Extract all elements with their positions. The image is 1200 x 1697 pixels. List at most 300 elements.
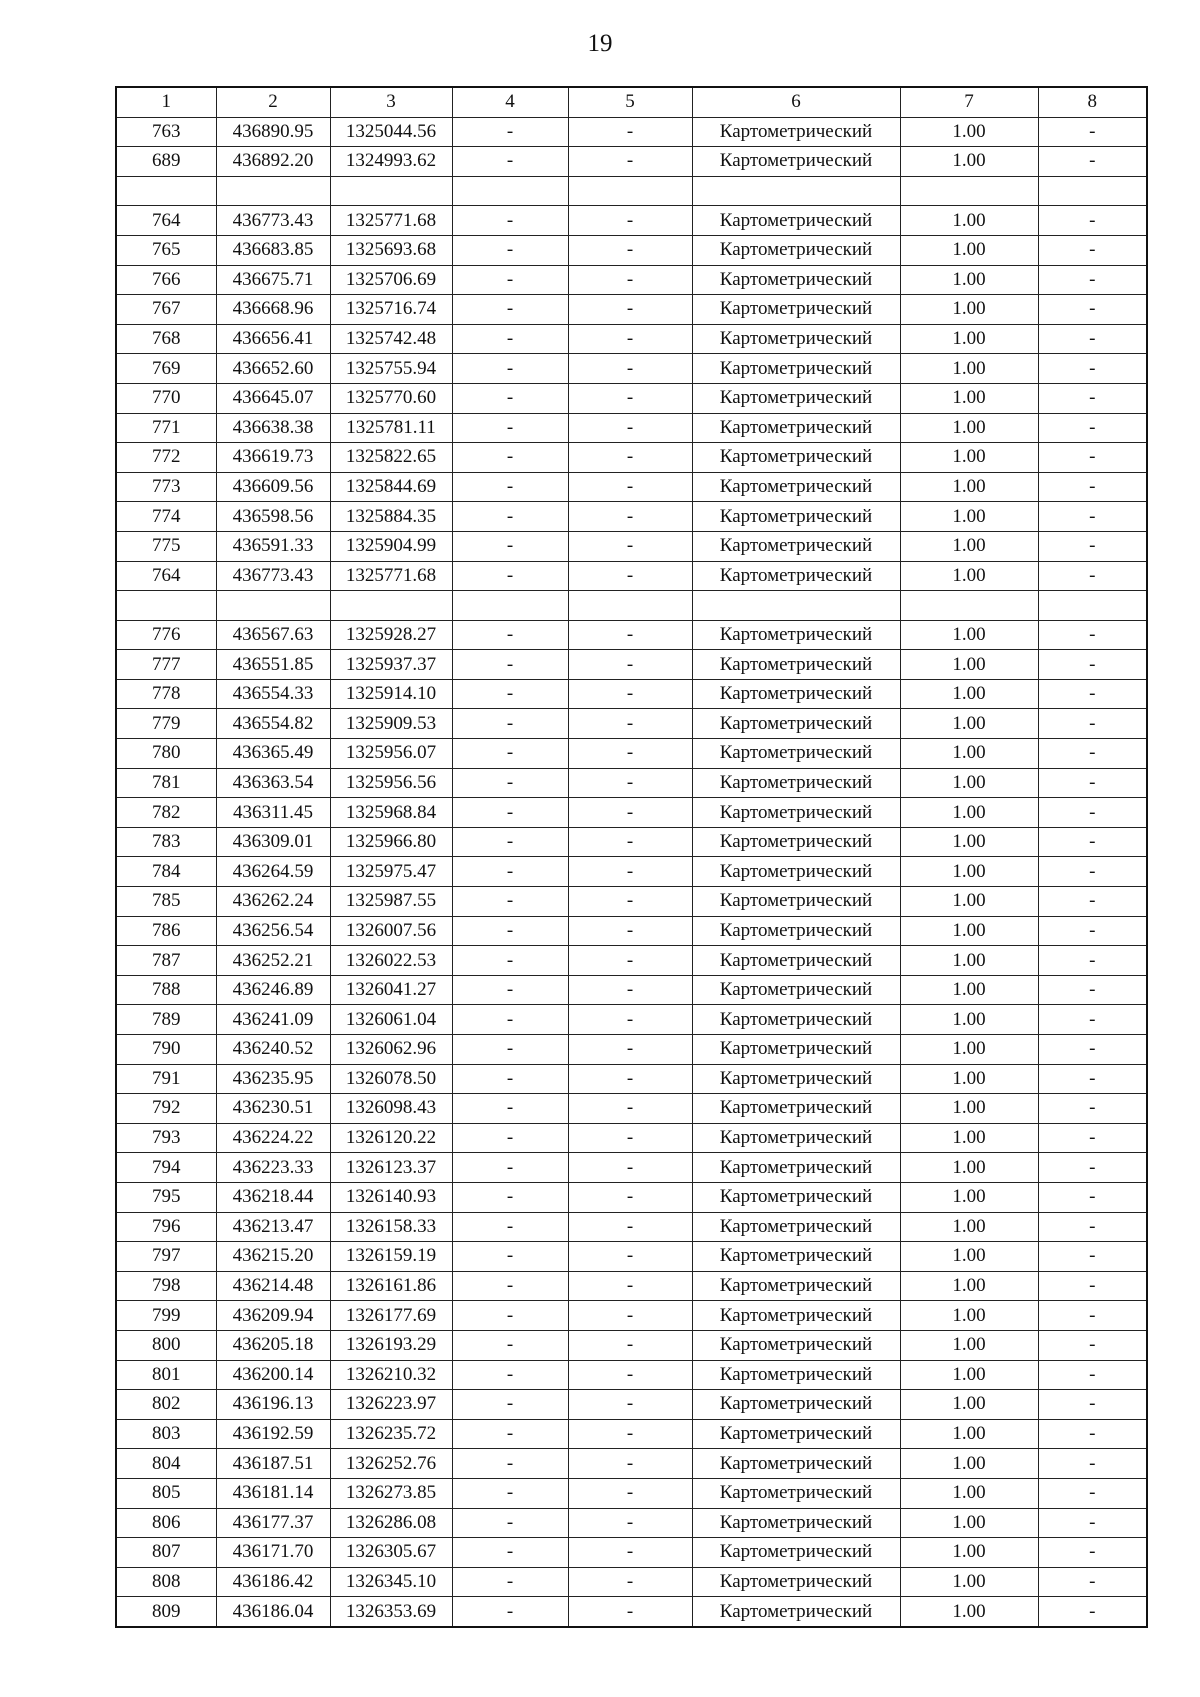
table-cell: -: [452, 117, 568, 147]
table-cell: 1326123.37: [330, 1153, 452, 1183]
table-cell: 436186.42: [216, 1567, 330, 1597]
table-cell: Картометрический: [692, 295, 900, 325]
table-cell: -: [1038, 975, 1147, 1005]
table-cell: 1326273.85: [330, 1478, 452, 1508]
table-cell: 436591.33: [216, 531, 330, 561]
table-cell: 769: [116, 354, 216, 384]
table-cell: 436186.04: [216, 1597, 330, 1627]
table-cell: -: [568, 561, 692, 591]
table-row: [116, 1271, 1147, 1301]
table-cell: Картометрический: [692, 531, 900, 561]
table-cell: 1325822.65: [330, 443, 452, 473]
table-cell: 1326210.32: [330, 1360, 452, 1390]
table-cell: -: [568, 1301, 692, 1331]
table-cell: 771: [116, 413, 216, 443]
table-cell: 436773.43: [216, 561, 330, 591]
table-cell: 1325966.80: [330, 827, 452, 857]
table-cell: 1325771.68: [330, 561, 452, 591]
column-header: 7: [900, 87, 1038, 117]
table-cell: -: [452, 502, 568, 532]
table-row: [116, 561, 1147, 591]
table-cell: Картометрический: [692, 650, 900, 680]
table-cell: 1.00: [900, 1242, 1038, 1272]
table-cell: -: [452, 561, 568, 591]
table-cell: -: [452, 1153, 568, 1183]
table-cell: Картометрический: [692, 620, 900, 650]
table-cell: -: [568, 265, 692, 295]
table-header-row: [116, 87, 1147, 117]
table-row: [116, 1005, 1147, 1035]
table-cell: Картометрический: [692, 768, 900, 798]
table-cell: 436363.54: [216, 768, 330, 798]
table-cell: 1326235.72: [330, 1419, 452, 1449]
table-cell: 1.00: [900, 650, 1038, 680]
table-cell: 1325693.68: [330, 235, 452, 265]
table-cell: 436209.94: [216, 1301, 330, 1331]
table-row: [116, 857, 1147, 887]
table-cell: 1.00: [900, 265, 1038, 295]
table-cell: 1.00: [900, 1035, 1038, 1065]
table-cell: 1.00: [900, 1360, 1038, 1390]
table-cell: 1.00: [900, 502, 1038, 532]
column-header: 6: [692, 87, 900, 117]
table-cell: 436567.63: [216, 620, 330, 650]
table-row: [116, 768, 1147, 798]
table-row: [116, 324, 1147, 354]
table-cell: -: [452, 354, 568, 384]
table-cell: -: [568, 354, 692, 384]
table-row: [116, 1597, 1147, 1627]
table-cell: 1326353.69: [330, 1597, 452, 1627]
table-cell: 1.00: [900, 1212, 1038, 1242]
table-row: [116, 176, 1147, 206]
column-header: 2: [216, 87, 330, 117]
table-cell: -: [452, 1094, 568, 1124]
table-row: [116, 1153, 1147, 1183]
table-cell: 763: [116, 117, 216, 147]
table-cell: -: [452, 206, 568, 236]
table-cell: Картометрический: [692, 679, 900, 709]
table-cell: Картометрический: [692, 798, 900, 828]
table-cell: [116, 591, 216, 621]
table-row: [116, 1508, 1147, 1538]
table-cell: Картометрический: [692, 1242, 900, 1272]
table-cell: -: [568, 531, 692, 561]
table-cell: -: [568, 679, 692, 709]
table-cell: -: [452, 1330, 568, 1360]
table-cell: Картометрический: [692, 1419, 900, 1449]
table-cell: -: [1038, 443, 1147, 473]
table-cell: Картометрический: [692, 916, 900, 946]
table-cell: -: [452, 1597, 568, 1627]
table-cell: 436773.43: [216, 206, 330, 236]
table-cell: 1.00: [900, 472, 1038, 502]
table-cell: 1326022.53: [330, 946, 452, 976]
table-cell: Картометрический: [692, 739, 900, 769]
table-row: [116, 502, 1147, 532]
table-cell: 1.00: [900, 235, 1038, 265]
table-cell: [692, 591, 900, 621]
table-cell: [900, 176, 1038, 206]
table-cell: -: [1038, 472, 1147, 502]
table-cell: 436645.07: [216, 383, 330, 413]
table-cell: -: [452, 620, 568, 650]
table-cell: -: [1038, 1478, 1147, 1508]
table-cell: 1325742.48: [330, 324, 452, 354]
table-cell: 1325884.35: [330, 502, 452, 532]
table-cell: 436264.59: [216, 857, 330, 887]
table-row: [116, 1567, 1147, 1597]
table-cell: 1326062.96: [330, 1035, 452, 1065]
table-cell: -: [1038, 1449, 1147, 1479]
table-cell: 787: [116, 946, 216, 976]
table-cell: 436890.95: [216, 117, 330, 147]
table-cell: -: [568, 798, 692, 828]
table-cell: -: [1038, 413, 1147, 443]
table-cell: 802: [116, 1390, 216, 1420]
table-cell: 1.00: [900, 709, 1038, 739]
table-cell: Картометрический: [692, 1064, 900, 1094]
page-number: 19: [587, 30, 613, 57]
table-cell: 436241.09: [216, 1005, 330, 1035]
table-cell: 801: [116, 1360, 216, 1390]
table-cell: 773: [116, 472, 216, 502]
table-cell: -: [452, 1390, 568, 1420]
table-cell: 436187.51: [216, 1449, 330, 1479]
table-cell: -: [452, 1035, 568, 1065]
table-cell: 1326120.22: [330, 1123, 452, 1153]
table-cell: 1.00: [900, 1064, 1038, 1094]
table-cell: 436235.95: [216, 1064, 330, 1094]
table-cell: 436309.01: [216, 827, 330, 857]
table-cell: -: [452, 1242, 568, 1272]
table-cell: -: [1038, 887, 1147, 917]
table-cell: 1.00: [900, 1538, 1038, 1568]
table-cell: 1326159.19: [330, 1242, 452, 1272]
table-cell: 436213.47: [216, 1212, 330, 1242]
table-cell: Картометрический: [692, 117, 900, 147]
table-cell: -: [1038, 383, 1147, 413]
table-cell: 1326161.86: [330, 1271, 452, 1301]
table-cell: -: [452, 1449, 568, 1479]
table-cell: 436246.89: [216, 975, 330, 1005]
table-cell: 1326223.97: [330, 1390, 452, 1420]
table-cell: -: [452, 1567, 568, 1597]
table-cell: -: [452, 1419, 568, 1449]
table-row: [116, 1242, 1147, 1272]
table-cell: 1.00: [900, 827, 1038, 857]
table-cell: 1.00: [900, 887, 1038, 917]
table-cell: -: [1038, 1360, 1147, 1390]
table-cell: 776: [116, 620, 216, 650]
table-cell: -: [568, 1182, 692, 1212]
table-cell: -: [1038, 1182, 1147, 1212]
table-cell: Картометрический: [692, 946, 900, 976]
table-cell: 1326061.04: [330, 1005, 452, 1035]
table-cell: 1325975.47: [330, 857, 452, 887]
table-cell: 436218.44: [216, 1182, 330, 1212]
table-cell: 809: [116, 1597, 216, 1627]
table-row: [116, 206, 1147, 236]
table-cell: -: [568, 857, 692, 887]
table-cell: -: [1038, 946, 1147, 976]
table-cell: -: [452, 531, 568, 561]
table-cell: -: [452, 295, 568, 325]
table-cell: -: [1038, 206, 1147, 236]
table-cell: Картометрический: [692, 887, 900, 917]
column-header: 5: [568, 87, 692, 117]
table-cell: -: [1038, 1005, 1147, 1035]
table-row: [116, 383, 1147, 413]
table-row: [116, 916, 1147, 946]
table-cell: 766: [116, 265, 216, 295]
table-cell: 793: [116, 1123, 216, 1153]
table-cell: -: [1038, 1390, 1147, 1420]
table-cell: 1.00: [900, 620, 1038, 650]
table-cell: Картометрический: [692, 709, 900, 739]
table-cell: 803: [116, 1419, 216, 1449]
table-cell: -: [1038, 709, 1147, 739]
table-row: [116, 117, 1147, 147]
table-cell: -: [568, 1330, 692, 1360]
table-cell: -: [1038, 857, 1147, 887]
table-cell: -: [568, 1419, 692, 1449]
table-cell: -: [452, 1212, 568, 1242]
table-cell: 781: [116, 768, 216, 798]
table-cell: -: [1038, 1508, 1147, 1538]
table-cell: 1.00: [900, 1301, 1038, 1331]
table-cell: -: [1038, 265, 1147, 295]
table-row: [116, 1390, 1147, 1420]
table-cell: -: [568, 1390, 692, 1420]
table-cell: -: [1038, 235, 1147, 265]
table-cell: 1.00: [900, 768, 1038, 798]
table-cell: 1326305.67: [330, 1538, 452, 1568]
table-cell: Картометрический: [692, 1478, 900, 1508]
table-cell: 764: [116, 206, 216, 236]
table-cell: 1.00: [900, 1508, 1038, 1538]
table-cell: Картометрический: [692, 1567, 900, 1597]
table-cell: 775: [116, 531, 216, 561]
table-cell: -: [1038, 502, 1147, 532]
table-cell: 1325706.69: [330, 265, 452, 295]
table-cell: 1324993.62: [330, 147, 452, 177]
table-cell: 1325781.11: [330, 413, 452, 443]
table-cell: Картометрический: [692, 1449, 900, 1479]
table-cell: 436205.18: [216, 1330, 330, 1360]
table-cell: -: [1038, 768, 1147, 798]
table-cell: Картометрический: [692, 383, 900, 413]
table-cell: 794: [116, 1153, 216, 1183]
table-cell: 795: [116, 1182, 216, 1212]
table-cell: 1326078.50: [330, 1064, 452, 1094]
table-cell: -: [452, 679, 568, 709]
table-cell: 436892.20: [216, 147, 330, 177]
column-header: 4: [452, 87, 568, 117]
table-row: [116, 147, 1147, 177]
table-cell: -: [568, 1508, 692, 1538]
table-cell: Картометрический: [692, 206, 900, 236]
table-cell: 436223.33: [216, 1153, 330, 1183]
table-cell: Картометрический: [692, 1360, 900, 1390]
table-cell: 1325770.60: [330, 383, 452, 413]
table-cell: 436171.70: [216, 1538, 330, 1568]
table-cell: 796: [116, 1212, 216, 1242]
table-row: [116, 1330, 1147, 1360]
table-cell: 1.00: [900, 413, 1038, 443]
table-cell: -: [452, 739, 568, 769]
table-cell: 1.00: [900, 1478, 1038, 1508]
column-header: 8: [1038, 87, 1147, 117]
table-cell: 1326140.93: [330, 1182, 452, 1212]
table-cell: -: [568, 1035, 692, 1065]
table-row: [116, 1064, 1147, 1094]
table-cell: -: [568, 472, 692, 502]
table-cell: Картометрический: [692, 975, 900, 1005]
table-cell: -: [452, 1123, 568, 1153]
table-cell: 436192.59: [216, 1419, 330, 1449]
table-cell: Картометрический: [692, 265, 900, 295]
table-row: [116, 1182, 1147, 1212]
table-cell: -: [568, 443, 692, 473]
table-cell: 788: [116, 975, 216, 1005]
table-row: [116, 1035, 1147, 1065]
table-cell: -: [568, 1123, 692, 1153]
table-cell: 1.00: [900, 1449, 1038, 1479]
table-cell: [1038, 176, 1147, 206]
table-cell: 804: [116, 1449, 216, 1479]
table-cell: -: [452, 413, 568, 443]
table-cell: -: [452, 383, 568, 413]
table-cell: [216, 176, 330, 206]
table-cell: -: [1038, 679, 1147, 709]
table-cell: -: [568, 827, 692, 857]
table-row: [116, 531, 1147, 561]
table-cell: 436215.20: [216, 1242, 330, 1272]
column-header: 3: [330, 87, 452, 117]
table-cell: 436181.14: [216, 1478, 330, 1508]
table-cell: 768: [116, 324, 216, 354]
table-cell: Картометрический: [692, 1538, 900, 1568]
table-cell: -: [1038, 739, 1147, 769]
table-cell: 805: [116, 1478, 216, 1508]
table-cell: -: [568, 235, 692, 265]
table-cell: 1325909.53: [330, 709, 452, 739]
table-cell: -: [568, 502, 692, 532]
table-cell: -: [568, 1212, 692, 1242]
table-cell: 770: [116, 383, 216, 413]
table-row: [116, 295, 1147, 325]
table-cell: -: [1038, 1035, 1147, 1065]
table-cell: 786: [116, 916, 216, 946]
table-cell: 1.00: [900, 147, 1038, 177]
table-cell: 1325968.84: [330, 798, 452, 828]
table-cell: 436551.85: [216, 650, 330, 680]
table-cell: 436214.48: [216, 1271, 330, 1301]
table-cell: -: [568, 1005, 692, 1035]
table-cell: -: [452, 650, 568, 680]
table-row: [116, 1301, 1147, 1331]
table-cell: 1326041.27: [330, 975, 452, 1005]
table-cell: 1.00: [900, 1567, 1038, 1597]
table-cell: 767: [116, 295, 216, 325]
table-cell: 783: [116, 827, 216, 857]
table-cell: 1325771.68: [330, 206, 452, 236]
table-cell: 806: [116, 1508, 216, 1538]
table-cell: Картометрический: [692, 827, 900, 857]
table-row: [116, 354, 1147, 384]
table-cell: 436656.41: [216, 324, 330, 354]
table-cell: 436224.22: [216, 1123, 330, 1153]
table-cell: Картометрический: [692, 1153, 900, 1183]
table-cell: 436256.54: [216, 916, 330, 946]
table-cell: 782: [116, 798, 216, 828]
table-cell: 1.00: [900, 354, 1038, 384]
table-cell: 807: [116, 1538, 216, 1568]
table-cell: 436252.21: [216, 946, 330, 976]
table-cell: 784: [116, 857, 216, 887]
table-cell: Картометрический: [692, 502, 900, 532]
table-cell: Картометрический: [692, 1301, 900, 1331]
table-cell: 1326345.10: [330, 1567, 452, 1597]
table-cell: 778: [116, 679, 216, 709]
table-cell: -: [452, 975, 568, 1005]
table-cell: 1.00: [900, 975, 1038, 1005]
table-cell: 436609.56: [216, 472, 330, 502]
table-cell: -: [1038, 1301, 1147, 1331]
table-cell: 1.00: [900, 1153, 1038, 1183]
table-cell: 1.00: [900, 1271, 1038, 1301]
table-row: [116, 798, 1147, 828]
table-cell: Картометрический: [692, 147, 900, 177]
table-cell: 789: [116, 1005, 216, 1035]
table-cell: Картометрический: [692, 1508, 900, 1538]
table-cell: Картометрический: [692, 354, 900, 384]
table-cell: -: [568, 1597, 692, 1627]
table-cell: -: [452, 798, 568, 828]
table-cell: -: [452, 265, 568, 295]
table-cell: 1325987.55: [330, 887, 452, 917]
table-cell: -: [1038, 1330, 1147, 1360]
table-cell: 436554.33: [216, 679, 330, 709]
table-cell: -: [1038, 324, 1147, 354]
table-row: [116, 975, 1147, 1005]
table-cell: -: [1038, 531, 1147, 561]
table-cell: Картометрический: [692, 1005, 900, 1035]
table-cell: 1.00: [900, 1123, 1038, 1153]
table-cell: 436365.49: [216, 739, 330, 769]
table-cell: 1.00: [900, 206, 1038, 236]
table-cell: -: [452, 1508, 568, 1538]
table-cell: 1.00: [900, 679, 1038, 709]
table-cell: [452, 176, 568, 206]
table-cell: [330, 591, 452, 621]
table-row: [116, 1123, 1147, 1153]
column-header: 1: [116, 87, 216, 117]
table-cell: 1325914.10: [330, 679, 452, 709]
table-cell: 1.00: [900, 946, 1038, 976]
table-cell: -: [568, 916, 692, 946]
table-cell: 689: [116, 147, 216, 177]
table-cell: 1.00: [900, 1419, 1038, 1449]
table-cell: 436200.14: [216, 1360, 330, 1390]
table-cell: 797: [116, 1242, 216, 1272]
table-cell: -: [568, 739, 692, 769]
table-cell: -: [568, 946, 692, 976]
table-cell: -: [452, 1064, 568, 1094]
table-cell: 1.00: [900, 739, 1038, 769]
table-cell: -: [452, 1271, 568, 1301]
